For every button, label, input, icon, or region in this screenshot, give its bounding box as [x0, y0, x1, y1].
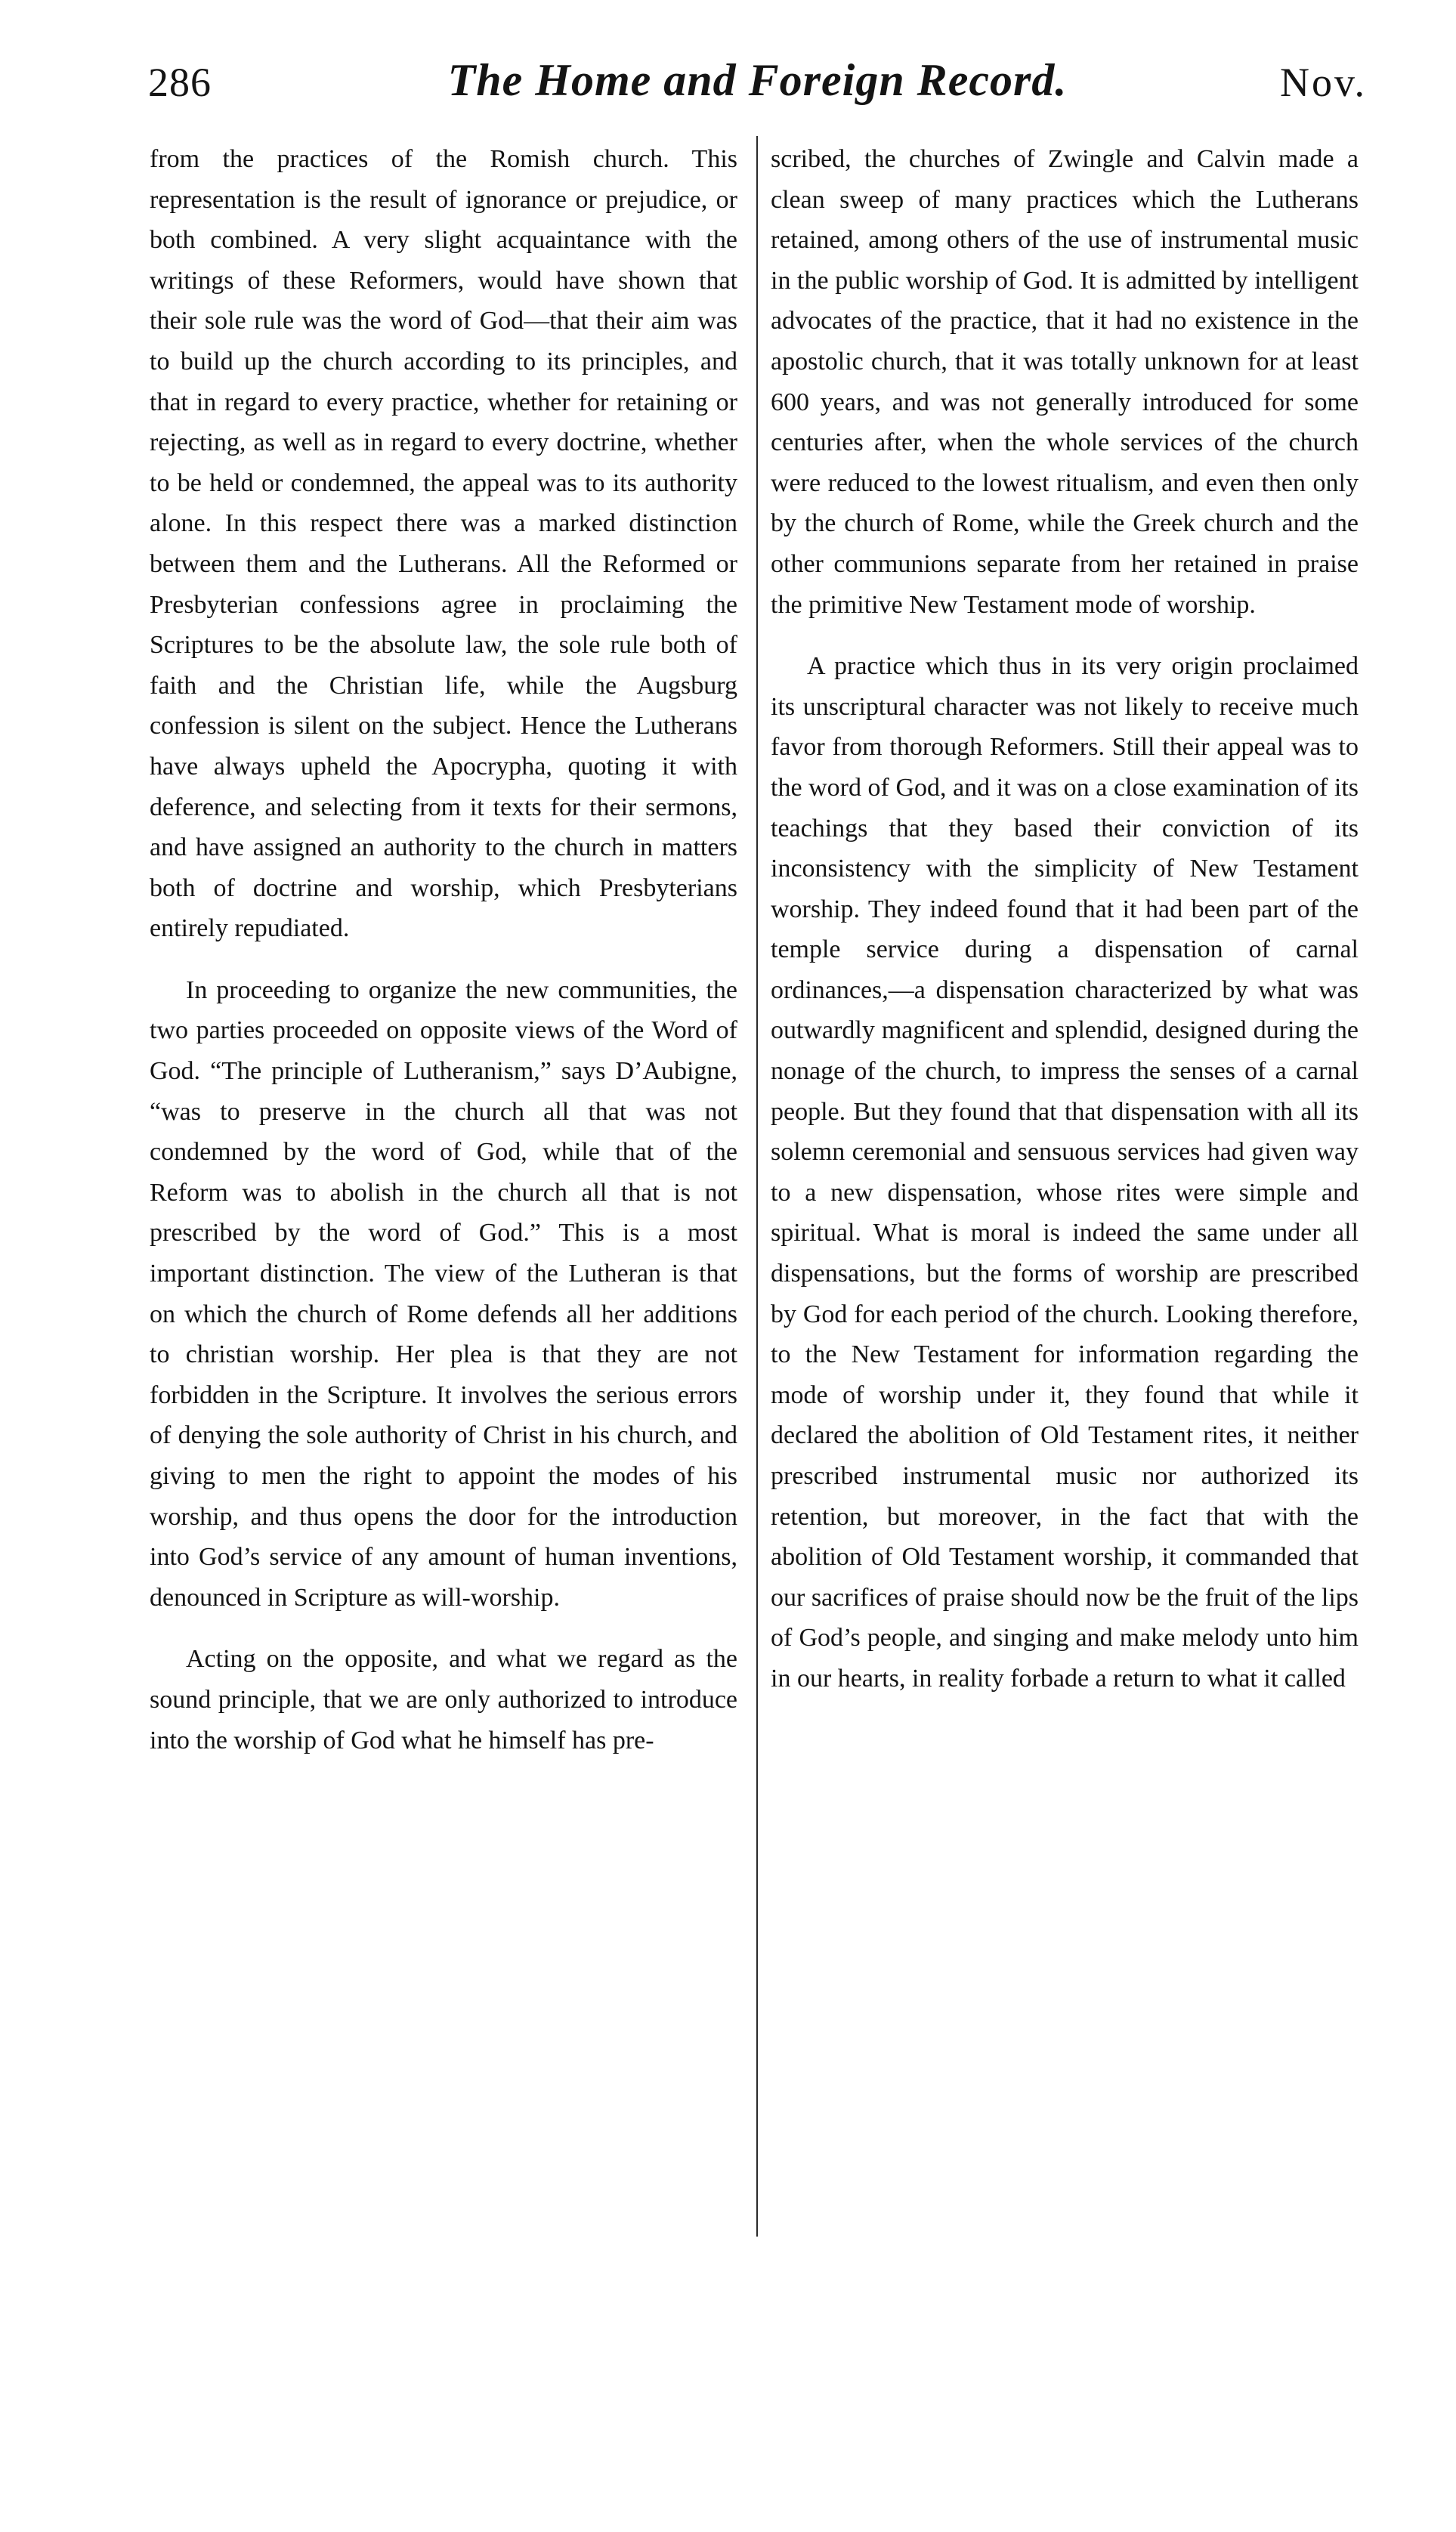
issue-month: Nov. [1280, 60, 1367, 105]
column-divider [756, 136, 758, 2237]
paragraph: A practice which thus in its very origin proclaimed its unscriptural character was not likely to receive much favor from thorough Reformers. Still their appeal was to the word of God, and it was on a close examination of its teachings that they based their conviction of its inconsistency with the simplicity of New Testament worship. They indeed found that it had been part of the temple service during a dispensation of carnal ordinances,—a dispensation characterized by what was outwardly magnificent and splendid, designed during the nonage of the church, to impress the senses of a carnal people. But they found that that dispensation with all its solemn ceremonial and sensuous services had given way to a new dispensation, whose rites were simple and spiritual. What is moral is indeed the same under all dispensations, but the forms of worship are prescribed by God for each period of the church. Looking therefore, to the New Testament for information regarding the mode of worship under it, they found that while it declared the abolition of Old Testament rites, it neither prescribed instrumental music nor authorized its retention, but moreover, in the fact that with the abolition of Old Testament worship, it commanded that our sacrifices of praise should now be the fruit of the lips of God’s people, and singing and make melody unto him in our hearts, in reality forbade a return to what it called [771, 652, 1359, 1693]
paragraph: scribed, the churches of Zwingle and Calvin made a clean sweep of many practices which the Lutherans retained, among others of the use of instrumental music in the public worship of God. It is admitted by intelligent advocates of the practice, that it had no existence in the apostolic church, that it was totally unknown for at least 600 years, and was not generally introduced for some centuries after, when the whole services of the church were reduced to the lowest ritualism, and even then only by the church of Rome, while the Greek church and the other communions separate from her retained in praise the primitive New Testament mode of worship. [771, 145, 1359, 619]
paragraph: from the practices of the Romish church. This representation is the result of ignorance or prejudice, or both combined. A very slight acquaintance with the writings of these Reformers, would have shown that their sole rule was the word of God—that their aim was to build up the church according to its principles, and that in regard to every practice, whether for retaining or rejecting, as well as in regard to every doctrine, whether to be held or condemned, the appeal was to its authority alone. In this respect there was a marked distinction between them and the Lutherans. All the Reformed or Presbyterian confessions agree in proclaiming the Scriptures to be the absolute law, the sole rule both of faith and the Christian life, while the Augsburg confession is silent on the subject. Hence the Lutherans have always upheld the Apocrypha, quoting it with deference, and selecting from it texts for their sermons, and have assigned an authority to the church in matters both of doctrine and worship, which Presbyterians entirely repudiated. [150, 145, 737, 943]
paragraph: Acting on the opposite, and what we regard as the sound principle, that we are only authorized to introduce into the worship of God what he himself has pre- [150, 1645, 737, 1754]
page-number: 286 [148, 60, 212, 105]
page-header [148, 54, 1367, 115]
running-title: The Home and Foreign Record. [447, 55, 1068, 105]
right-column [771, 139, 1359, 1720]
left-column [150, 139, 737, 1782]
paragraph: In proceeding to organize the new communities, the two parties proceeded on opposite views of the Word of God. “The principle of Lutheranism,” says D’Aubigne, “was to preserve in the church all that was not condemned by the word of God, while that of the Reform was to abolish in the church all that is not prescribed by the word of God.” This is a most important distinction. The view of the Lutheran is that on which the church of Rome defends all her additions to christian worship. Her plea is that they are not forbidden in the Scripture. It involves the serious errors of denying the sole authority of Christ in his church, and giving to men the right to appoint the modes of his worship, and thus opens the door for the introduction into God’s service of any amount of human inventions, denounced in Scripture as will-worship. [150, 975, 737, 1612]
